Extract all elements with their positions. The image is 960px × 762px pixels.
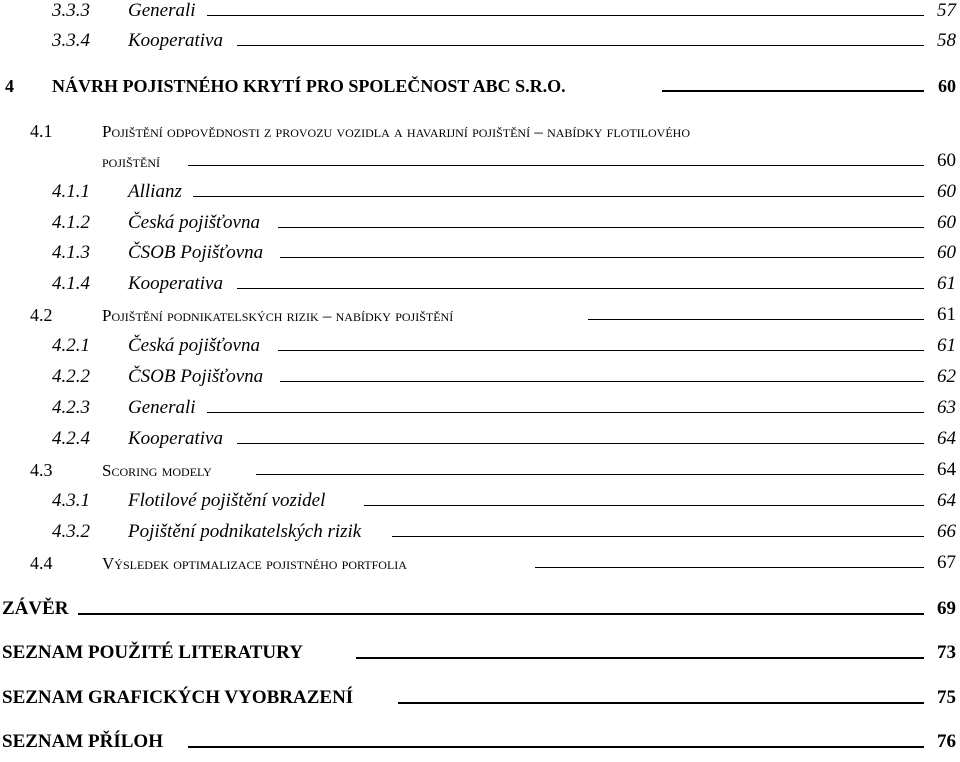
toc-entry[interactable] [0, 455, 960, 479]
toc-entry-number: 4.2 [30, 305, 53, 325]
toc-entry-title: Flotilové pojištění vozidel [128, 490, 326, 511]
toc-entry-page: 60 [937, 212, 956, 233]
toc-entry-title: Česká pojišťovna [128, 335, 260, 356]
toc-entry-chapter[interactable] [0, 71, 960, 95]
toc-entry[interactable] [0, 362, 960, 386]
dotted-leader [364, 505, 924, 506]
toc-entry[interactable] [0, 208, 960, 232]
toc-entry-page: 69 [937, 598, 956, 619]
toc-entry[interactable] [0, 116, 960, 140]
toc-entry-chapter[interactable] [0, 638, 960, 662]
dotted-leader [278, 350, 924, 351]
toc-entry[interactable] [0, 424, 960, 448]
dotted-leader [278, 227, 924, 228]
toc-entry-page: 60 [937, 150, 956, 171]
toc-entry-page: 57 [937, 0, 956, 21]
toc-entry-number: 4.3.2 [52, 521, 90, 542]
dotted-leader [237, 45, 924, 46]
toc-entry-title: Kooperativa [128, 30, 223, 51]
toc-entry-page: 60 [937, 181, 956, 202]
toc-entry-title: Pojištění odpovědnosti z provozu vozidla a havarijní pojištění – nabídky flotilového [102, 122, 690, 141]
toc-entry-page: 58 [937, 30, 956, 51]
toc-entry[interactable] [0, 393, 960, 417]
dotted-leader [356, 657, 924, 659]
toc-entry-page: 61 [937, 273, 956, 294]
dotted-leader [207, 15, 924, 16]
toc-entry-title: Česká pojišťovna [128, 212, 260, 233]
toc-entry-number: 3.3.3 [52, 0, 90, 21]
toc-entry-title: Pojištění podnikatelských rizik [128, 521, 362, 542]
toc-entry-title: Generali [128, 397, 196, 418]
toc-entry-page: 64 [937, 428, 956, 449]
toc-entry-title: Výsledek optimalizace pojistného portfolia [102, 554, 407, 573]
toc-entry-page: 64 [937, 459, 956, 480]
toc-entry-title: SEZNAM GRAFICKÝCH VYOBRAZENÍ [2, 687, 354, 708]
toc-entry[interactable] [0, 548, 960, 572]
toc-entry-page: 76 [937, 731, 956, 752]
dotted-leader [207, 412, 924, 413]
toc-entry-number: 4.3.1 [52, 490, 90, 511]
toc-entry[interactable] [0, 26, 960, 50]
toc-entry-number: 4.3 [30, 460, 53, 480]
toc-entry-number: 4.2.1 [52, 335, 90, 356]
toc-entry-title: Pojištění podnikatelských rizik – nabídky pojištění [102, 306, 454, 325]
toc-entry-number: 4.1.3 [52, 242, 90, 263]
dotted-leader [392, 536, 924, 537]
toc-entry-title: ZÁVĚR [2, 598, 69, 619]
dotted-leader [280, 257, 924, 258]
toc-entry-number: 4.1.2 [52, 212, 90, 233]
toc-entry[interactable] [0, 331, 960, 355]
toc-entry-chapter[interactable] [0, 683, 960, 707]
dotted-leader [237, 288, 924, 289]
toc-entry-title: ČSOB Pojišťovna [128, 366, 264, 387]
toc-entry-number: 4.2.4 [52, 428, 90, 449]
dotted-leader [188, 746, 924, 748]
toc-entry-page: 67 [937, 552, 956, 573]
toc-entry-number: 4.2.3 [52, 397, 90, 418]
dotted-leader [535, 567, 924, 568]
toc-entry-title: NÁVRH POJISTNÉHO KRYTÍ PRO SPOLEČNOST ABC S.R.O. [52, 76, 566, 96]
toc-entry-page: 60 [938, 76, 956, 96]
dotted-leader [662, 90, 924, 92]
toc-entry-title: Allianz [128, 181, 182, 202]
toc-entry[interactable] [0, 269, 960, 293]
toc-entry-title: SEZNAM POUŽITÉ LITERATURY [2, 642, 303, 663]
toc-entry-number: 3.3.4 [52, 30, 90, 51]
toc-entry[interactable] [0, 0, 960, 20]
toc-entry-page: 60 [937, 242, 956, 263]
toc-entry-number: 4 [5, 76, 14, 96]
toc-entry-number: 4.1 [30, 121, 53, 141]
dotted-leader [237, 443, 924, 444]
toc-entry-page: 62 [937, 366, 956, 387]
toc-entry-page: 64 [937, 490, 956, 511]
toc-entry[interactable] [0, 300, 960, 324]
dotted-leader [188, 165, 924, 166]
toc-entry-chapter[interactable] [0, 727, 960, 751]
toc-entry-page: 73 [937, 642, 956, 663]
toc-entry-page: 75 [937, 687, 956, 708]
toc-entry-page: 66 [937, 521, 956, 542]
toc-entry-title-continued: pojištění [102, 152, 161, 171]
toc-entry[interactable] [0, 517, 960, 541]
dotted-leader [78, 613, 924, 615]
toc-entry-number: 4.1.4 [52, 273, 90, 294]
toc-entry[interactable] [0, 238, 960, 262]
toc-entry-title: Scoring modely [102, 461, 212, 480]
toc-entry-number: 4.2.2 [52, 366, 90, 387]
dotted-leader [398, 702, 924, 704]
toc-entry-page: 61 [937, 304, 956, 325]
dotted-leader [193, 196, 924, 197]
toc-entry[interactable] [0, 486, 960, 510]
toc-entry[interactable] [0, 177, 960, 201]
toc-entry-number: 4.1.1 [52, 181, 90, 202]
toc-entry-title: Generali [128, 0, 196, 21]
toc-entry-page: 63 [937, 397, 956, 418]
toc-entry-title: ČSOB Pojišťovna [128, 242, 264, 263]
toc-entry-chapter[interactable] [0, 594, 960, 618]
dotted-leader [256, 474, 924, 475]
toc-entry-title: SEZNAM PŘÍLOH [2, 731, 163, 752]
dotted-leader [588, 319, 924, 320]
toc-entry-title: Kooperativa [128, 273, 223, 294]
toc-entry-title: Kooperativa [128, 428, 223, 449]
dotted-leader [280, 381, 924, 382]
toc-entry-continuation[interactable] [0, 146, 960, 170]
toc-entry-number: 4.4 [30, 553, 53, 573]
toc-entry-page: 61 [937, 335, 956, 356]
